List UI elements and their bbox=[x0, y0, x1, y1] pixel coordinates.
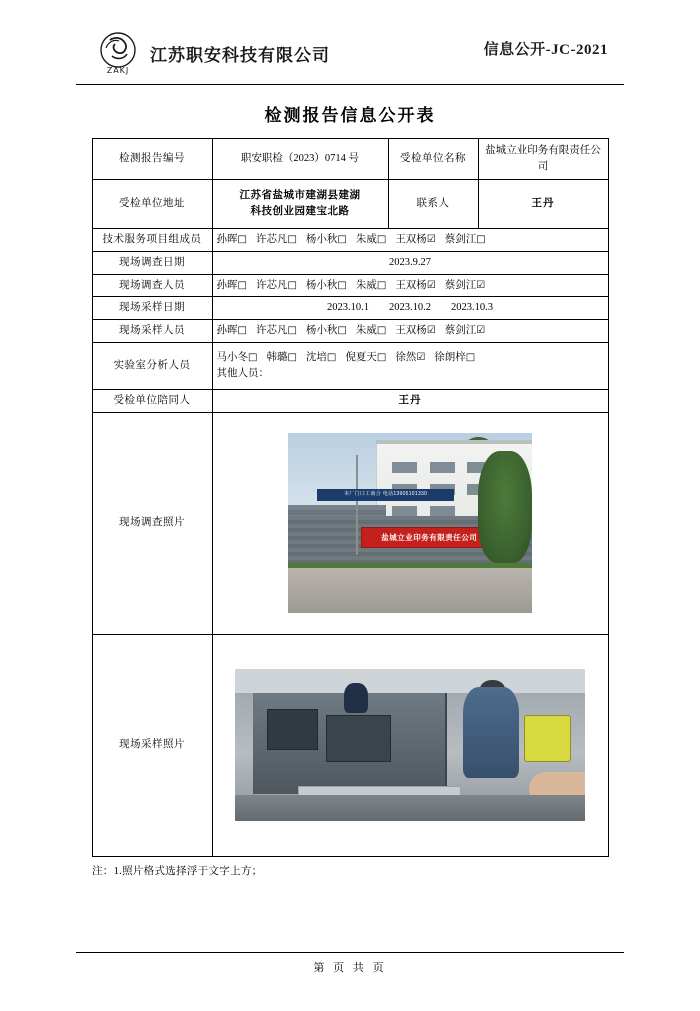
lab-staff-list bbox=[212, 342, 608, 389]
team-member: 孙晖□ bbox=[216, 234, 247, 245]
lab-staff: 倪夏天□ bbox=[345, 352, 387, 363]
samplers-label: 现场采样人员 bbox=[92, 320, 212, 343]
lab-staff: 韩璐□ bbox=[266, 352, 297, 363]
survey-date-value: 2023.9.27 bbox=[212, 251, 608, 274]
table-row bbox=[92, 251, 608, 274]
page-number: 第 页 共 页 bbox=[313, 962, 387, 974]
footer-divider bbox=[76, 952, 624, 953]
sampler: 朱威□ bbox=[355, 325, 387, 336]
document-header bbox=[60, 22, 640, 84]
surveyor: 朱威□ bbox=[355, 279, 387, 291]
sampler: 王双杨☑ bbox=[395, 325, 436, 336]
sampler: 许芯凡□ bbox=[255, 325, 297, 336]
lab-staff: 徐朗梓□ bbox=[434, 352, 476, 363]
surveyor: 王双杨☑ bbox=[395, 279, 436, 291]
sampler: 孙晖□ bbox=[216, 325, 247, 336]
table-row bbox=[92, 389, 608, 412]
table-row bbox=[92, 180, 608, 229]
sampling-date: 2023.10.1 bbox=[327, 302, 369, 314]
footnote: 注：1.照片格式选择浮于文字上方； bbox=[92, 865, 263, 877]
survey-photo-sign-text: 本厂门口工商合 电话13905101330 bbox=[317, 489, 454, 502]
team-member: 许芯凡□ bbox=[255, 234, 297, 245]
client-label: 受检单位名称 bbox=[388, 139, 478, 180]
lab-staff: 徐然☑ bbox=[395, 352, 426, 363]
surveyors-label: 现场调查人员 bbox=[92, 274, 212, 297]
table-row bbox=[92, 229, 608, 252]
other-staff-label: 其他人员： bbox=[216, 367, 269, 379]
contact-value: 王丹 bbox=[478, 180, 608, 229]
address-line-2: 科技创业园建宝北路 bbox=[250, 206, 350, 217]
sampler: 杨小秋□ bbox=[305, 325, 347, 336]
surveyor: 许芯凡□ bbox=[255, 279, 297, 291]
table-row bbox=[92, 297, 608, 320]
survey-photo-banner-text: 盐城立业印务有限责任公司 bbox=[361, 527, 497, 549]
sampling-date: 2023.10.3 bbox=[451, 302, 493, 314]
team-member: 王双杨☑ bbox=[395, 234, 436, 245]
surveyors-list bbox=[212, 274, 608, 297]
survey-photo-label: 现场调查照片 bbox=[92, 412, 212, 634]
surveyor: 杨小秋□ bbox=[305, 279, 347, 291]
table-row bbox=[92, 139, 608, 180]
table-row-survey-photo bbox=[92, 412, 608, 634]
survey-photo-image bbox=[288, 433, 532, 613]
escort-value: 王丹 bbox=[212, 389, 608, 412]
document-page bbox=[0, 22, 700, 1011]
lab-staff-label: 实验室分析人员 bbox=[92, 342, 212, 389]
sampling-photo-cell bbox=[212, 634, 608, 856]
sampling-photo-label: 现场采样照片 bbox=[92, 634, 212, 856]
sampling-date-label: 现场采样日期 bbox=[92, 297, 212, 320]
team-member: 朱威□ bbox=[355, 234, 387, 245]
table-row bbox=[92, 274, 608, 297]
page-title: 检测报告信息公开表 bbox=[264, 106, 436, 125]
lab-staff: 沈培□ bbox=[305, 352, 337, 363]
survey-date-label: 现场调查日期 bbox=[92, 251, 212, 274]
survey-photo-cell bbox=[212, 412, 608, 634]
company-logo-icon bbox=[92, 30, 144, 76]
address-value bbox=[212, 180, 388, 229]
svg-text:ZAKJ: ZAKJ bbox=[106, 66, 130, 75]
team-member: 蔡剑江□ bbox=[444, 234, 486, 245]
company-name: 江苏职安科技有限公司 bbox=[150, 45, 330, 65]
address-line-1: 江苏省盐城市建湖县建湖 bbox=[239, 190, 361, 202]
team-label: 技术服务项目组成员 bbox=[92, 229, 212, 252]
escort-label: 受检单位陪同人 bbox=[92, 389, 212, 412]
table-row bbox=[92, 342, 608, 389]
header-divider bbox=[76, 84, 624, 85]
document-code: 信息公开-JC-2021 bbox=[483, 42, 608, 58]
sampling-date: 2023.10.2 bbox=[389, 302, 431, 314]
team-member: 杨小秋□ bbox=[305, 234, 347, 245]
team-members bbox=[212, 229, 608, 252]
lab-staff: 马小冬□ bbox=[216, 352, 258, 363]
client-value: 盐城立业印务有限责任公司 bbox=[478, 139, 608, 180]
surveyor: 蔡剑江☑ bbox=[444, 279, 486, 291]
sampler: 蔡剑江☑ bbox=[444, 325, 486, 336]
document-footer bbox=[60, 952, 640, 975]
samplers-list bbox=[212, 320, 608, 343]
report-no-label: 检测报告编号 bbox=[92, 139, 212, 180]
sampling-dates bbox=[212, 297, 608, 320]
surveyor: 孙晖□ bbox=[216, 279, 247, 291]
table-row bbox=[92, 320, 608, 343]
report-no-value: 职安职检（2023）0714 号 bbox=[212, 139, 388, 180]
contact-label: 联系人 bbox=[388, 180, 478, 229]
address-label: 受检单位地址 bbox=[92, 180, 212, 229]
info-table bbox=[92, 138, 609, 857]
table-row-sampling-photo bbox=[92, 634, 608, 856]
sampling-photo-image bbox=[235, 669, 585, 821]
